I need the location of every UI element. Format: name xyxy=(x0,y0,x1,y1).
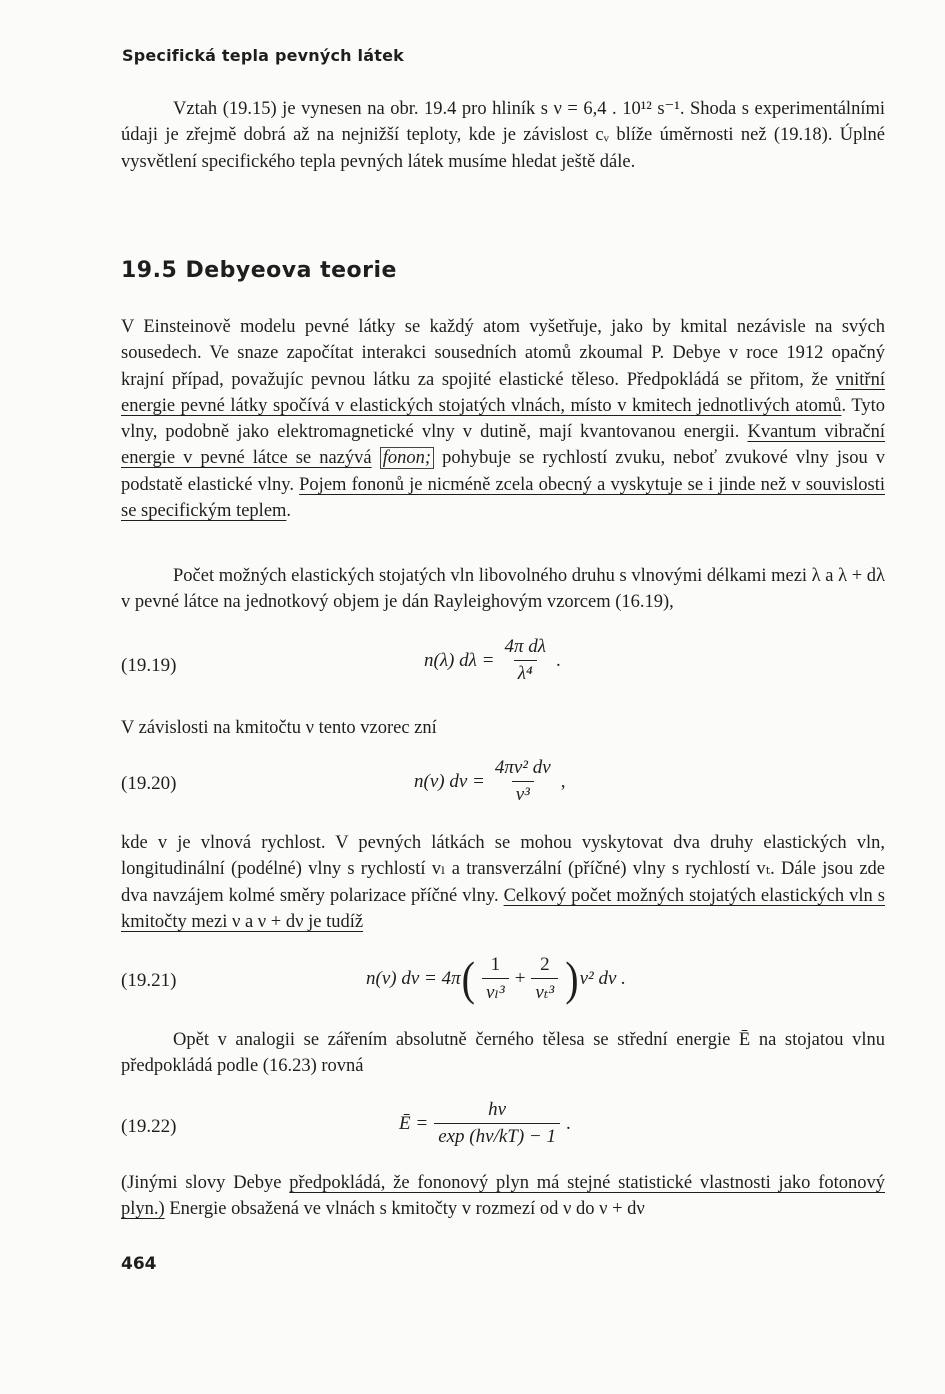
text-span: Energie obsažená ve vlnách s kmitočty v rozmezí od ν do ν + dν xyxy=(164,1199,645,1220)
intro-line-4: hledat ještě dále. xyxy=(511,151,636,172)
eq-denominator: exp (hν/kT) − 1 xyxy=(434,1123,560,1148)
underlined-text: vnitřní energie pevné látky spočívá v elastických stojatých vlnách, místo v kmitech jednotlivých atomů xyxy=(121,369,885,416)
boxed-term: fonon; xyxy=(380,447,434,469)
underlined-text: Kvantum vibrační energie v pevné látce se nazývá xyxy=(121,422,886,469)
equation-19-19 xyxy=(424,636,561,685)
text-span: V Einsteinově modelu pevné látky se každý atom vyšetřuje, jako by kmital nezávisle na svých sousedech. Ve snaze započítat interakci sousedních atomů zkoumal P. Debye v roce 1912 opačný krajní případ, považujíc pevnou látku za spojité elastické těleso. Předpokládá se přitom, že xyxy=(121,317,885,390)
text-span: pohybuje se rychlostí zvuku, neboť zvukové vlny jsou v podstatě elastické vlny. xyxy=(121,448,886,495)
underlined-text: Celkový počet možných stojatých elastických vln s kmitočty mezi ν a ν + dν je tudíž xyxy=(121,885,885,932)
equation-19-20 xyxy=(414,757,565,806)
intro-line-3: blíže úměrnosti než (19.18). Úplné vysvětlení specifického tepla pevných látek musíme xyxy=(121,125,885,172)
eq-denominator: λ⁴ xyxy=(514,660,537,685)
section-title: 19.5 Debyeova teorie xyxy=(121,258,397,283)
equation-number: (19.22) xyxy=(121,1116,177,1137)
eq-fraction-2 xyxy=(531,954,558,1004)
equation-19-21 xyxy=(366,951,626,1006)
equation-19-22 xyxy=(399,1099,571,1148)
paragraph-wave-types xyxy=(121,830,885,935)
eq-denominator: v³ xyxy=(512,781,534,806)
eq-denominator: vₗ³ xyxy=(482,978,509,1004)
paragraph-mean-energy: Opět v analogii se zářením absolutně černého tělesa se střední energie Ē na stojatou vlnu předpokládá podle (16.23) rovná xyxy=(121,1030,885,1077)
eq-denominator: vₜ³ xyxy=(531,978,558,1004)
underlined-text: předpokládá, že fononový plyn má stejné statistické vlastnosti jako fotonový plyn.) xyxy=(121,1173,885,1220)
paragraph-frequency: V závislosti na kmitočtu ν tento vzorec zní xyxy=(121,718,437,738)
eq-tail: ν² dν . xyxy=(579,968,626,989)
eq-tail: . xyxy=(555,649,561,671)
eq-plus: + xyxy=(514,968,526,989)
eq-fraction xyxy=(500,636,550,685)
eq-numerator: 4π dλ xyxy=(504,636,546,657)
equation-number: (19.20) xyxy=(121,773,177,794)
left-paren: ( xyxy=(461,951,475,1006)
text-span: . Tyto vlny, podobně jako elektromagnetické vlny v dutině, mají kvantovanou energii. xyxy=(121,395,885,443)
eq-lhs: n(ν) dν = xyxy=(414,770,485,792)
eq-numerator: 2 xyxy=(540,954,550,975)
paragraph-intro xyxy=(121,96,885,175)
text-span: (Jinými slovy Debye xyxy=(121,1173,290,1193)
text-span: . xyxy=(286,501,292,522)
eq-numerator: 1 xyxy=(490,954,501,975)
paragraph-debye-model xyxy=(121,314,885,524)
intro-line-2: s experimentálními údaji je zřejmě dobrá až na nejnižší teploty, kde je závislost cᵥ xyxy=(121,99,885,146)
equation-number: (19.21) xyxy=(121,970,177,991)
text-span: kde v je vlnová rychlost. V pevných látkách se mohou vyskytovat dva druhy elastických vln, longitudinální (podélné) vlny s rychlostí vₗ a transverzální (příčné) vlny s rychlostí vₜ. Dále jsou zde dva navzájem kolmé směry polarizace příčné vlny. xyxy=(121,833,885,906)
eq-numerator: 4πν² dν xyxy=(494,757,551,778)
running-header: Specifická tepla pevných látek xyxy=(122,46,404,65)
eq-lhs: n(λ) dλ = xyxy=(424,649,495,671)
eq-fraction xyxy=(434,1099,560,1148)
right-paren: ) xyxy=(565,951,579,1006)
eq-tail: , xyxy=(560,770,566,792)
eq-lhs: Ē = xyxy=(399,1112,429,1134)
page-number: 464 xyxy=(121,1254,157,1274)
eq-fraction xyxy=(491,757,555,806)
paragraph-phonon-gas xyxy=(121,1170,885,1223)
underlined-text: Pojem fononů je nicméně zcela obecný a vyskytuje se i jinde než v souvislosti se specifickým teplem xyxy=(121,474,885,522)
eq-lhs: n(ν) dν = 4π xyxy=(366,968,461,989)
intro-line-1: Vztah (19.15) je vynesen na obr. 19.4 pro hliník s ν = 6,4 . 10¹² s⁻¹. Shoda xyxy=(173,99,737,119)
equation-number: (19.19) xyxy=(121,655,177,676)
paragraph-rayleigh: Počet možných elastických stojatých vln libovolného druhu s vlnovými délkami mezi λ a λ + dλ v pevné látce na jednotkový objem je dán Rayleighovým vzorcem (16.19), xyxy=(121,566,885,613)
eq-numerator: hν xyxy=(488,1099,507,1120)
eq-tail: . xyxy=(566,1112,571,1134)
eq-fraction-1 xyxy=(482,954,509,1004)
